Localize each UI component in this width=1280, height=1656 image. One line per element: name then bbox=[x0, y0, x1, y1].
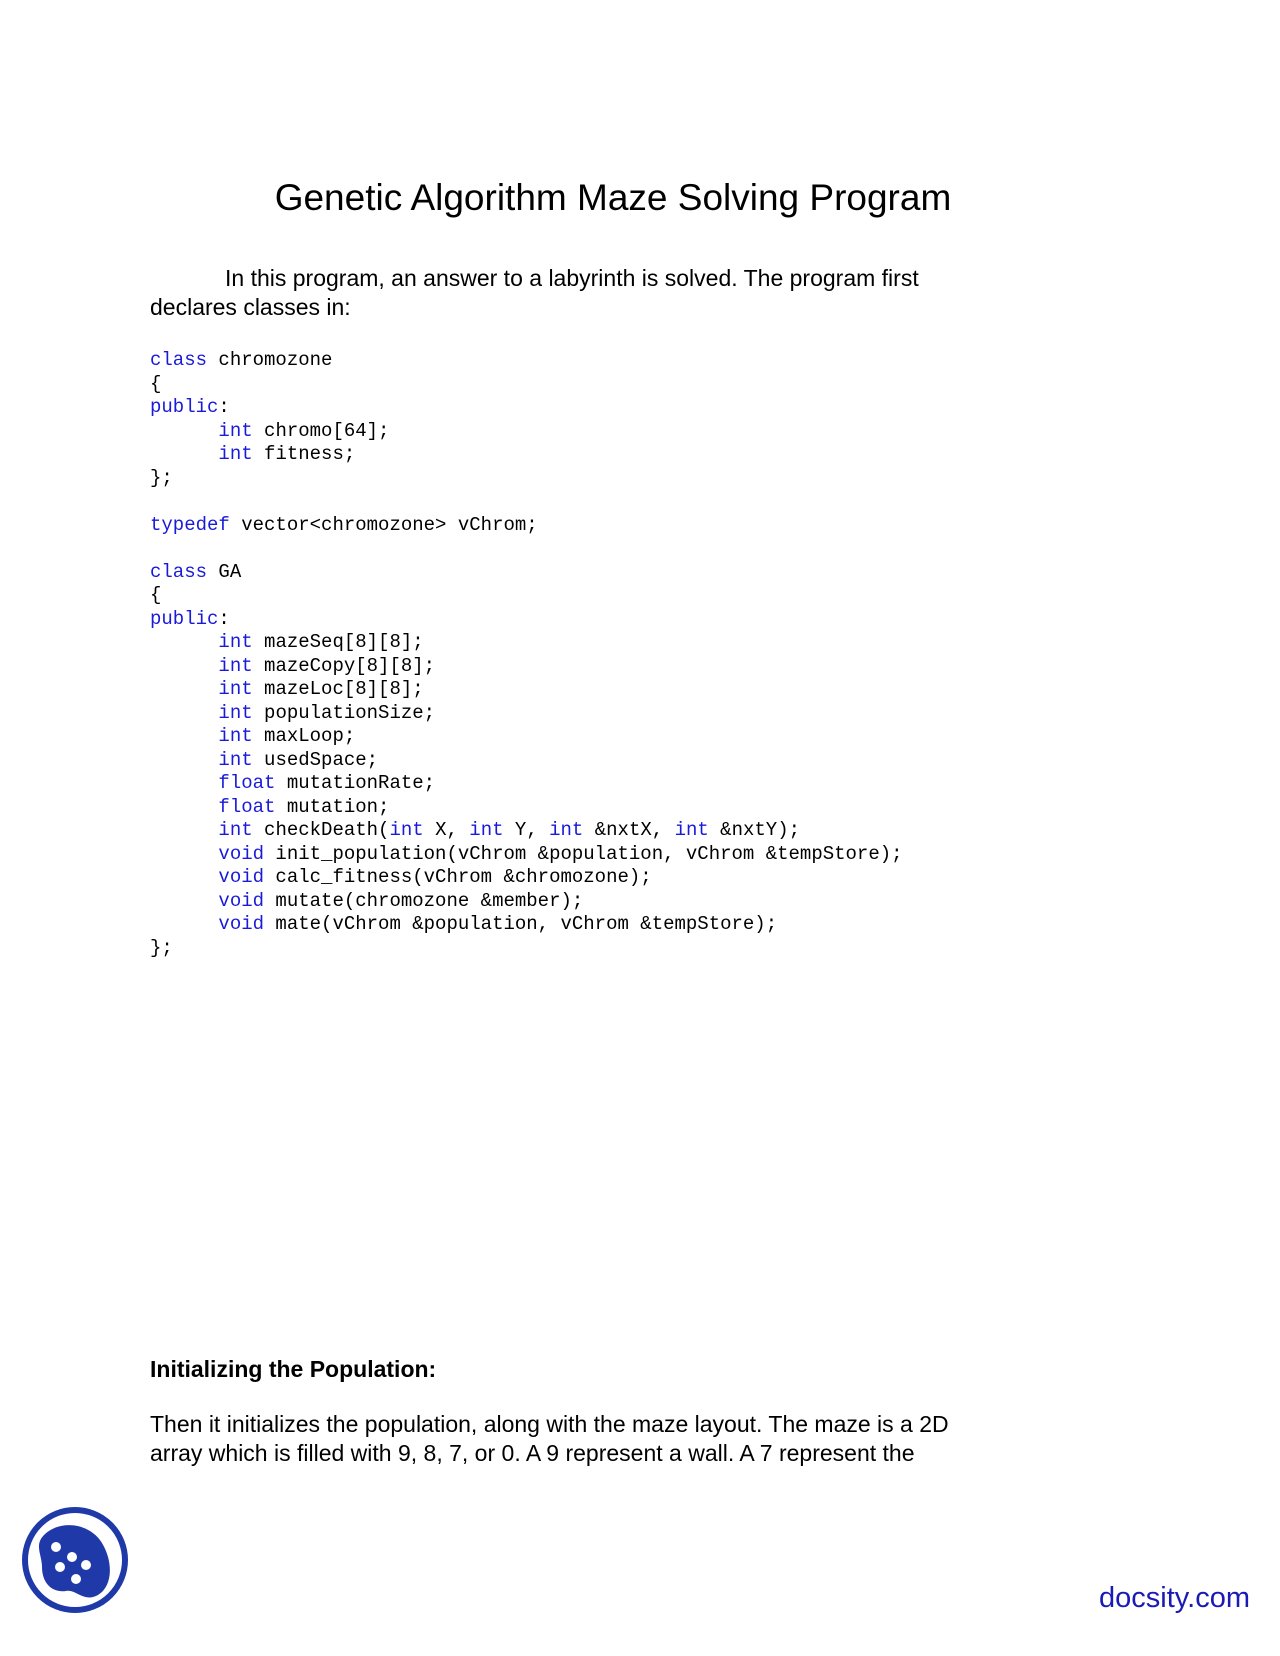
intro-line: In this program, an answer to a labyrinth is solved. The program first bbox=[225, 265, 919, 291]
code-keyword: int bbox=[218, 419, 253, 442]
body-paragraph bbox=[150, 1410, 1030, 1468]
code-text: : bbox=[218, 396, 230, 418]
code-line bbox=[150, 796, 903, 820]
code-line bbox=[150, 866, 903, 890]
code-text: mutation; bbox=[275, 795, 390, 818]
code-line bbox=[150, 655, 903, 679]
intro-line: declares classes in: bbox=[150, 294, 351, 320]
code-keyword: float bbox=[218, 795, 276, 818]
code-keyword: int bbox=[218, 678, 253, 700]
code-text: calc_fitness(vChrom &chromozone); bbox=[264, 866, 652, 888]
code-line bbox=[150, 937, 903, 961]
docsity-link[interactable]: docsity.com bbox=[1099, 1582, 1250, 1614]
code-text: Y, bbox=[503, 819, 550, 841]
code-line bbox=[150, 608, 903, 632]
code-text: X, bbox=[423, 819, 470, 841]
code-text: }; bbox=[150, 466, 173, 489]
code-line bbox=[150, 561, 903, 585]
code-keyword: int bbox=[218, 631, 253, 653]
code-line bbox=[150, 819, 903, 843]
code-keyword: typedef bbox=[150, 513, 230, 536]
code-text: }; bbox=[150, 936, 173, 959]
intro-paragraph bbox=[150, 264, 1030, 322]
code-text bbox=[150, 420, 218, 442]
code-keyword: int bbox=[674, 819, 709, 841]
code-keyword: class bbox=[150, 349, 208, 371]
code-text bbox=[150, 913, 218, 935]
code-keyword: int bbox=[218, 701, 253, 724]
code-line bbox=[150, 537, 903, 561]
code-text: mate(vChrom &population, vChrom &tempStore); bbox=[264, 913, 778, 935]
code-text bbox=[150, 443, 218, 465]
code-keyword: int bbox=[469, 819, 504, 841]
code-keyword: class bbox=[150, 560, 208, 583]
docsity-logo-icon[interactable] bbox=[20, 1505, 130, 1615]
code-text: { bbox=[150, 584, 162, 606]
code-keyword: int bbox=[218, 443, 253, 465]
code-text bbox=[150, 796, 218, 818]
code-line bbox=[150, 631, 903, 655]
code-line bbox=[150, 725, 903, 749]
code-text bbox=[150, 890, 218, 912]
code-line bbox=[150, 467, 903, 491]
code-text: mazeLoc[8][8]; bbox=[252, 678, 424, 700]
code-text: GA bbox=[207, 560, 242, 583]
document-title: Genetic Algorithm Maze Solving Program bbox=[274, 177, 952, 218]
code-keyword: int bbox=[218, 748, 253, 771]
code-line bbox=[150, 584, 903, 608]
code-keyword: void bbox=[218, 842, 265, 865]
code-text bbox=[150, 843, 218, 865]
code-line bbox=[150, 843, 903, 867]
code-line bbox=[150, 772, 903, 796]
code-text: usedSpace; bbox=[252, 748, 379, 771]
code-line bbox=[150, 490, 903, 514]
code-keyword: void bbox=[218, 913, 265, 935]
code-keyword: public bbox=[150, 396, 219, 418]
code-text: mazeSeq[8][8]; bbox=[252, 631, 424, 653]
code-text: : bbox=[218, 607, 230, 630]
code-text bbox=[150, 725, 218, 747]
code-text: &nxtX, bbox=[583, 819, 675, 841]
code-text bbox=[150, 772, 218, 794]
code-line bbox=[150, 913, 903, 937]
code-text: init_population(vChrom &population, vChrom &tempStore); bbox=[264, 842, 903, 865]
code-keyword: int bbox=[389, 819, 424, 841]
code-keyword: int bbox=[218, 819, 253, 841]
code-text: fitness; bbox=[252, 443, 356, 465]
code-text: populationSize; bbox=[252, 701, 436, 724]
code-text bbox=[150, 631, 218, 653]
code-text bbox=[150, 866, 218, 888]
code-keyword: float bbox=[218, 772, 276, 794]
paragraph-line: Then it initializes the population, along with the maze layout. The maze is a 2D bbox=[150, 1411, 949, 1437]
code-line bbox=[150, 749, 903, 773]
code-keyword: void bbox=[218, 889, 265, 912]
paragraph-line: array which is filled with 9, 8, 7, or 0. A 9 represent a wall. A 7 represent the bbox=[150, 1440, 915, 1466]
code-line bbox=[150, 443, 903, 467]
code-text bbox=[150, 702, 218, 724]
code-text: checkDeath( bbox=[252, 819, 390, 841]
code-text: mazeCopy[8][8]; bbox=[252, 654, 436, 677]
code-text: maxLoop; bbox=[252, 725, 356, 747]
section-heading: Initializing the Population: bbox=[150, 1356, 437, 1382]
code-line bbox=[150, 702, 903, 726]
code-text bbox=[150, 819, 218, 841]
code-text: chromozone bbox=[207, 349, 333, 371]
code-text: &nxtY); bbox=[708, 819, 800, 841]
code-line bbox=[150, 373, 903, 397]
code-keyword: void bbox=[218, 866, 265, 888]
code-keyword: public bbox=[150, 607, 219, 630]
code-text bbox=[150, 749, 218, 771]
code-line bbox=[150, 420, 903, 444]
code-line bbox=[150, 349, 903, 373]
code-text: mutate(chromozone &member); bbox=[264, 889, 584, 912]
code-text: vector<chromozone> vChrom; bbox=[229, 513, 538, 536]
code-line bbox=[150, 514, 903, 538]
code-line bbox=[150, 678, 903, 702]
code-line bbox=[150, 396, 903, 420]
code-keyword: int bbox=[549, 819, 584, 841]
code-keyword: int bbox=[218, 725, 253, 747]
code-text: { bbox=[150, 372, 162, 395]
code-line bbox=[150, 890, 903, 914]
code-block bbox=[150, 349, 903, 960]
code-text: mutationRate; bbox=[275, 772, 436, 794]
code-keyword: int bbox=[218, 654, 253, 677]
code-text bbox=[150, 678, 218, 700]
code-text: chromo[64]; bbox=[252, 419, 390, 442]
code-text bbox=[150, 655, 218, 677]
